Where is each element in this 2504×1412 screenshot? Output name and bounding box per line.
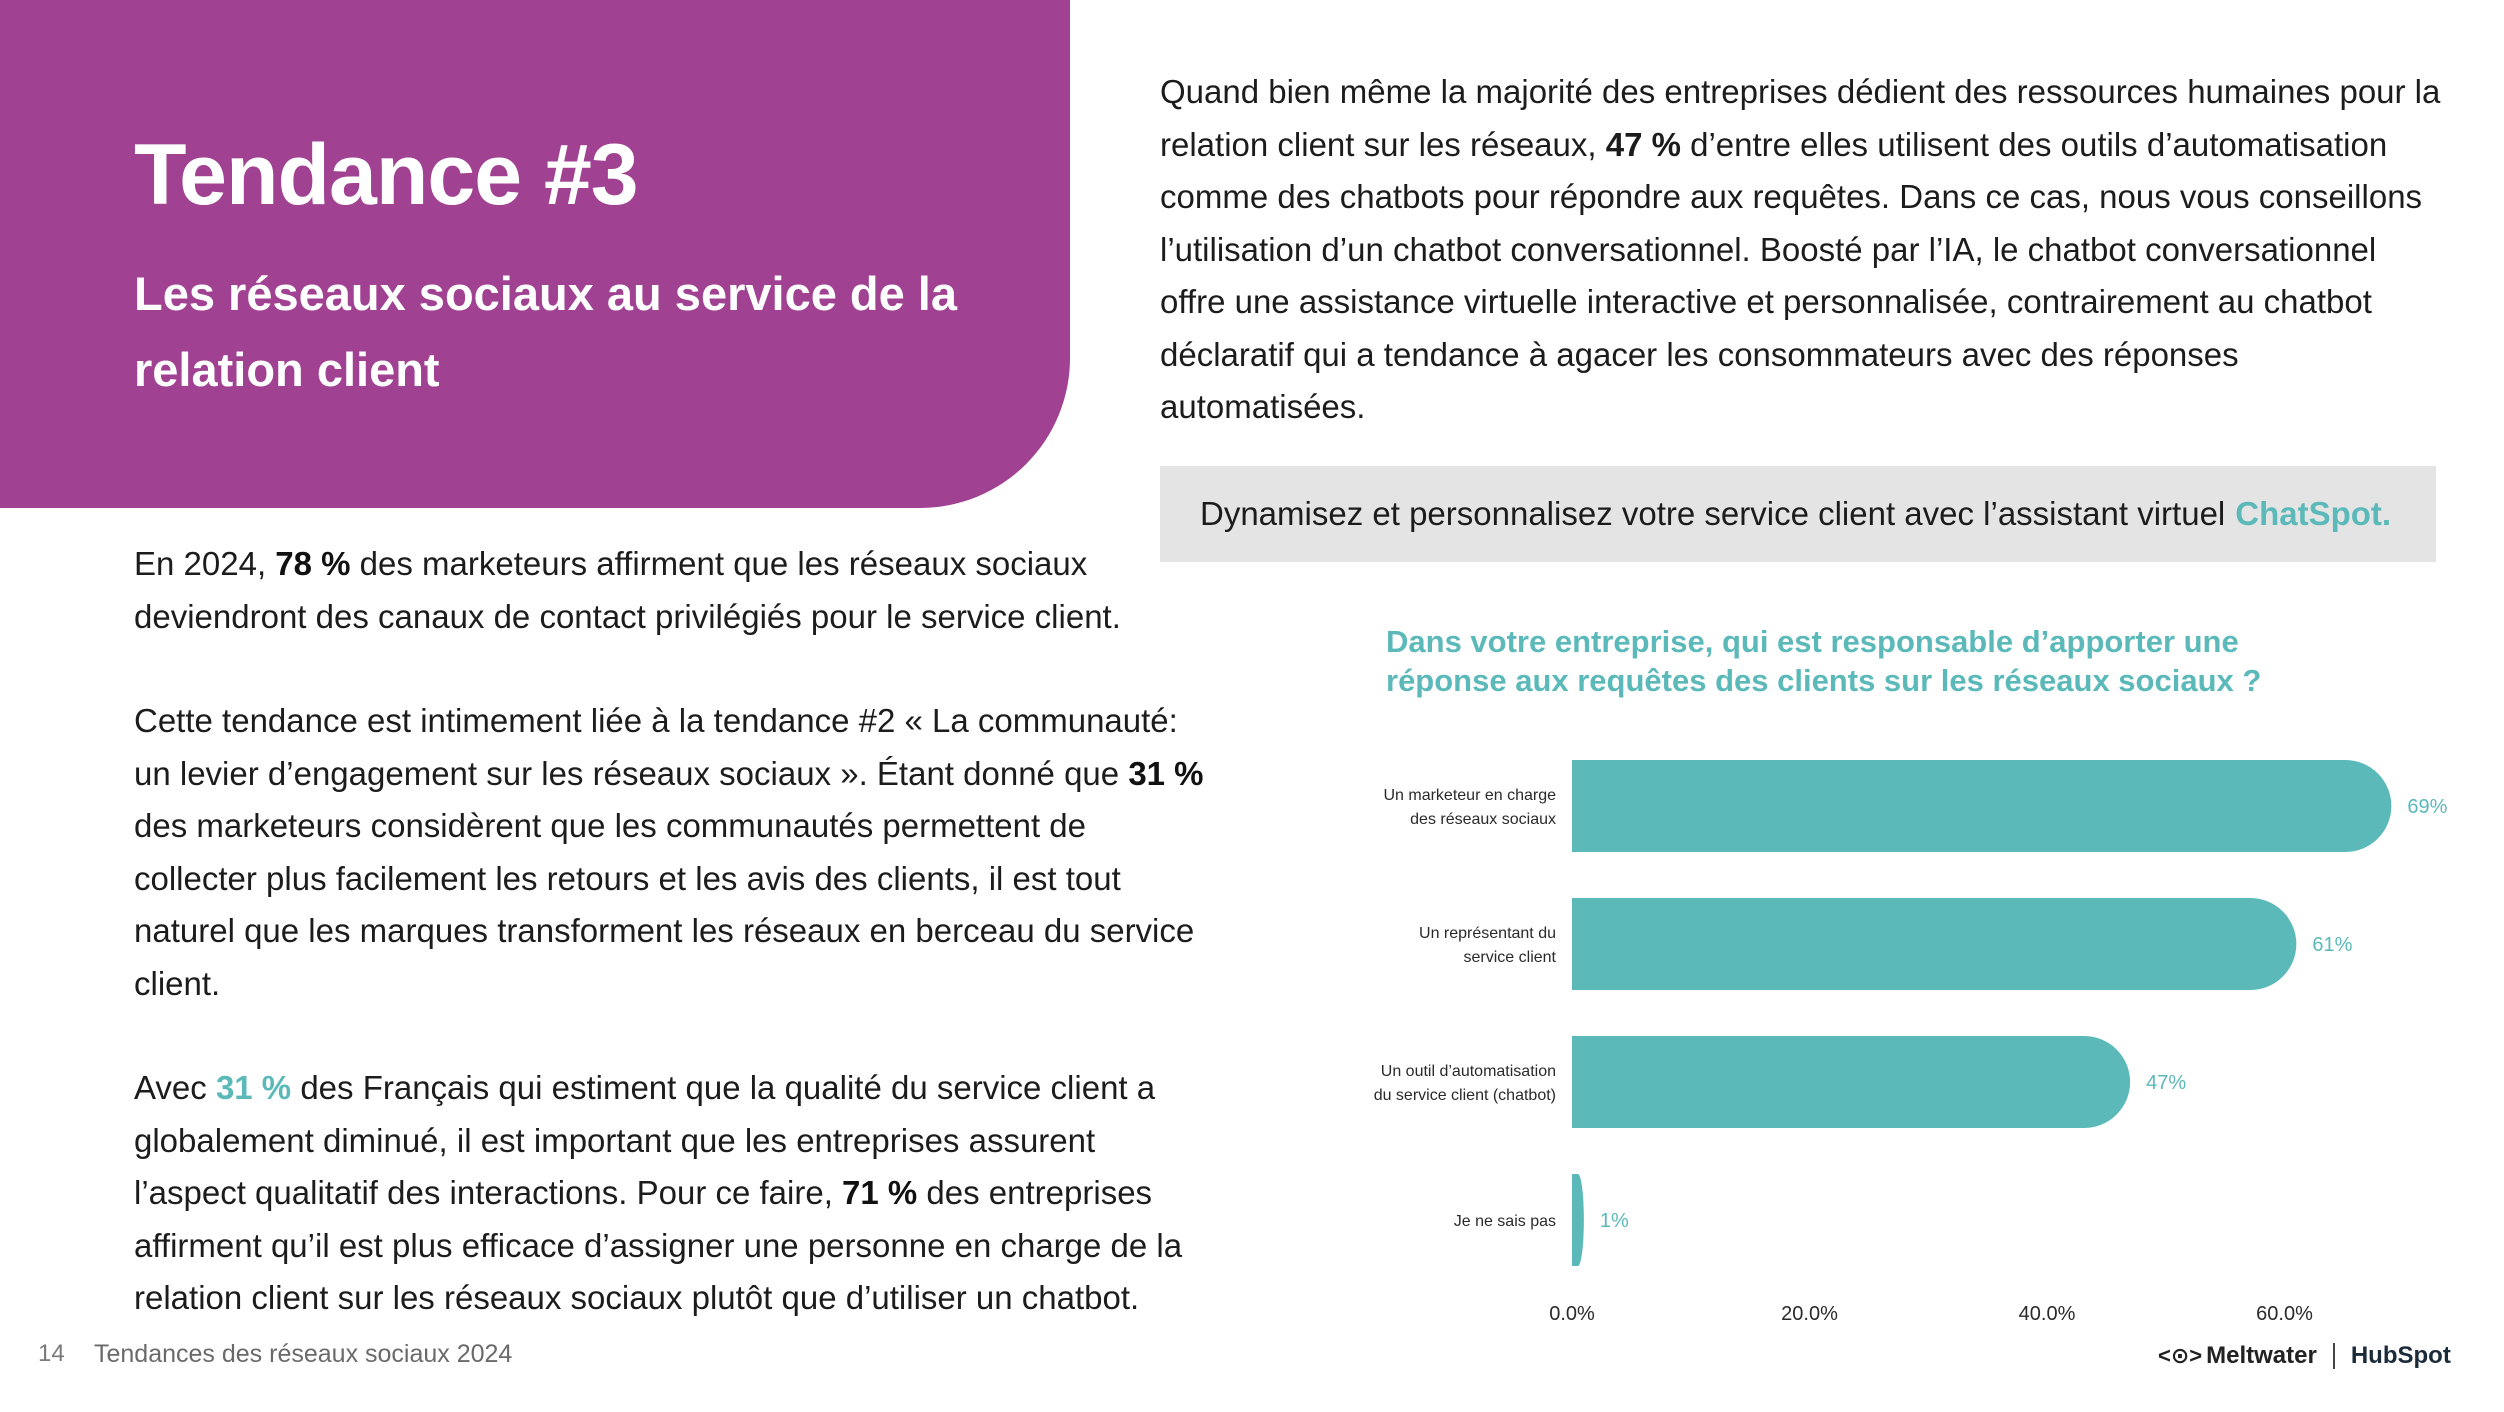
page-number: 14 (38, 1340, 65, 1367)
paragraph-2 (134, 695, 1214, 1010)
text: d’entre elles utilisent des outils d’automatisation comme des chatbots pour répondre aux requêtes. Dans ce cas, nous vous conseillons l’utilisation d’un chatbot conversationnel. Boosté par l’IA, le chatbot conversationnel offre une assistance virtuelle interactive et personnalisée, contrairement au chatbot déclaratif qui a tendance à agacer les consommateurs avec des réponses automatisées. (1160, 125, 2423, 425)
bar-3 (1572, 1174, 1584, 1266)
bar-value-label: 61% (2312, 934, 2353, 956)
right-paragraph (1160, 66, 2450, 434)
category-label: Un représentant du (1419, 925, 1556, 942)
bar-2 (1572, 1036, 2130, 1128)
category-label: Un outil d’automatisation (1380, 1063, 1556, 1080)
bar-value-label: 1% (1599, 1210, 1629, 1232)
category-label: des réseaux sociaux (1410, 811, 1556, 828)
text: des marketeurs considèrent que les communautés permettent de collecter plus facilement les retours et les avis des clients, il est tout naturel que les marques transforment les réseaux en berceau du service client. (134, 807, 1195, 1002)
stat-31: 31 % (1128, 754, 1204, 792)
bar-0 (1572, 760, 2391, 852)
text: des Français qui estiment que la qualité du service client a globalement diminué, il est important que les entreprises assurent l’aspect qualitatif des interactions. Pour ce faire, (134, 1069, 1156, 1211)
chatspot-link[interactable]: ChatSpot. (2235, 495, 2392, 532)
text: Quand bien même la majorité des entreprises dédient des ressources humaines pour la relation client sur les réseaux, (1160, 73, 2441, 163)
text: des marketeurs affirment que les réseaux sociaux deviendront des canaux de contact privilégiés pour le service client. (134, 545, 1121, 635)
stat-71: 71 % (842, 1174, 918, 1211)
text: Cette tendance est intimement liée à la tendance #2 « La communauté: un levier d’engagement sur les réseaux sociaux ». Étant donné que (134, 702, 1178, 792)
x-tick-label: 60.0% (2256, 1303, 2313, 1325)
meltwater-icon: <⊙> (2158, 1343, 2203, 1368)
bar-1 (1572, 898, 2296, 990)
text: Avec (134, 1069, 216, 1106)
text: En 2024, (134, 545, 276, 582)
meltwater-logo: Meltwater (2206, 1342, 2317, 1369)
hero-banner (0, 0, 1070, 508)
category-label: Je ne sais pas (1453, 1213, 1556, 1230)
paragraph-1 (134, 538, 1214, 643)
page-title: Tendance #3 (134, 127, 638, 223)
footer-doc-title: Tendances des réseaux sociaux 2024 (94, 1340, 513, 1368)
bar-value-label: 69% (2407, 796, 2448, 818)
category-label: service client (1463, 949, 1556, 966)
category-label: Un marketeur en charge (1383, 787, 1556, 804)
logo-divider (2333, 1343, 2335, 1369)
hubspot-logo: HubSpot (2350, 1342, 2451, 1369)
text: des entreprises affirment qu’il est plus efficace d’assigner une personne en charge de la relation client sur les réseaux sociaux plutôt que d’utiliser un chatbot. (134, 1174, 1183, 1316)
paragraph-3 (134, 1062, 1214, 1325)
chart-title: Dans votre entreprise, qui est responsable d’apporter une réponse aux requêtes des clients sur les réseaux sociaux ? (1386, 624, 2262, 698)
brand-logos (2158, 1342, 2451, 1370)
stat-78: 78 % (275, 545, 351, 582)
page-subtitle: Les réseaux sociaux au service de la relation client (134, 267, 958, 396)
chatspot-callout (1160, 466, 2436, 562)
x-tick-label: 0.0% (1549, 1303, 1595, 1325)
callout-text: Dynamisez et personnalisez votre service client avec l’assistant virtuel (1200, 495, 2226, 532)
stat-47: 47 % (1605, 125, 1681, 163)
stat-31-teal: 31 % (215, 1069, 292, 1106)
bar-chart (1300, 740, 2450, 1340)
category-label: du service client (chatbot) (1373, 1087, 1556, 1104)
left-column (134, 538, 1214, 1377)
x-tick-label: 40.0% (2018, 1303, 2076, 1325)
x-tick-label: 20.0% (1781, 1303, 1838, 1325)
bar-value-label: 47% (2146, 1072, 2187, 1094)
